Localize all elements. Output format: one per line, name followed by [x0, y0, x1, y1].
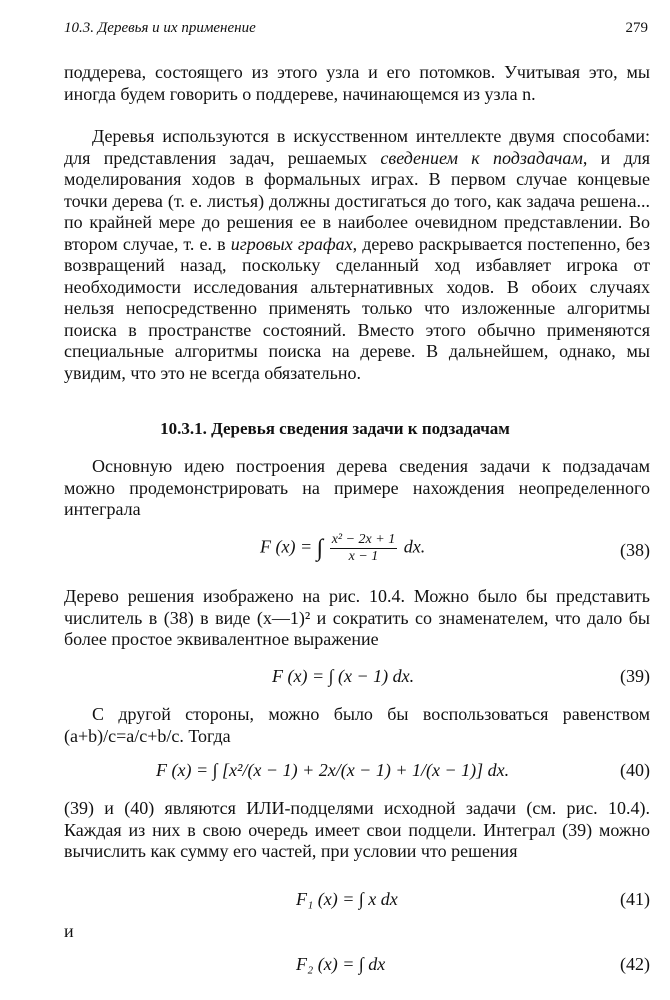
equation-39: [64, 664, 650, 704]
equation-42: [64, 952, 650, 992]
equation-38: [64, 528, 650, 568]
equation-38-math: [260, 532, 425, 565]
paragraph-6: (39) и (40) являются ИЛИ-подцелями исходной задачи (см. рис. 10.4). Каждая из них в свою очередь имеет свои подцели. Интеграл (39) можно вычислить как сумму его частей, при условии что решения: [64, 798, 650, 861]
equation-39-number: (39): [620, 666, 650, 686]
equation-41-math: F₁ (x) = ∫ x dx: [296, 889, 398, 909]
conjunction-and: и: [64, 921, 74, 941]
equation-40: [64, 758, 650, 798]
paragraph-4: Дерево решения изображено на рис. 10.4. Можно было бы представить числитель в (38) в виде (x—1)² и сократить со знаменателем, что дало бы более простое эквивалентное выражение: [64, 586, 650, 649]
equation-39-math: F (x) = ∫ (x − 1) dx.: [272, 666, 415, 686]
emphasis-reduction: сведением к подзадачам: [380, 147, 583, 168]
equation-42-number: (42): [620, 954, 650, 974]
eq38-denominator: x − 1: [348, 549, 379, 564]
paragraph-2: [64, 126, 650, 384]
emphasis-game-graphs: игровых графах: [230, 233, 353, 254]
integral-sign: ∫: [316, 535, 324, 562]
equation-41-number: (41): [620, 889, 650, 909]
paragraph-2-part-b: , и для моделирования ходов в формальных играх. В первом случае концевые точки дерева (т. е. листья) должны достигаться до того, как задача решена... по крайней мере до решения ее в наиболее очевидном представлении. Во втором случае, т. е. в: [64, 147, 651, 254]
eq38-numerator: x² − 2x + 1: [331, 532, 396, 547]
paragraph-2-part-c: , дерево раскрывается постепенно, без возвращений назад, поскольку сделанный ход избавляет игрока от необходимости исследования альтернативных ходов. В обоих случаях нельзя непосредственно применять только что изложенные алгоритмы поиска в пространстве состояний. Вместо этого обычно применяются специальные алгоритмы поиска на дереве. В дальнейшем, однако, мы увидим, что это не всегда обязательно.: [64, 233, 650, 383]
section-heading: 10.3.1. Деревья сведения задачи к подзадачам: [160, 419, 510, 438]
eq38-tail: dx.: [403, 536, 426, 557]
equation-41: [64, 887, 650, 927]
eq38-lhs: F (x) =: [260, 536, 313, 557]
equation-40-math: F (x) = ∫ [x²/(x − 1) + 2x/(x − 1) + 1/(x − 1)] dx.: [156, 760, 510, 780]
equation-42-math: F₂ (x) = ∫ dx: [296, 954, 386, 974]
paragraph-5: С другой стороны, можно было бы воспользоваться равенством (a+b)/c=a/c+b/c. Тогда: [64, 704, 650, 746]
equation-38-number: (38): [620, 540, 650, 560]
equation-40-number: (40): [620, 760, 650, 780]
paragraph-2-part-a: Деревья используются в искусственном интеллекте двумя способами: для представления задач, решаемых: [64, 126, 650, 168]
running-header: [64, 20, 648, 44]
page-number: 279: [625, 20, 648, 36]
eq38-fraction: [330, 532, 398, 565]
paragraph-1: поддерева, состоящего из этого узла и его потомков. Учитывая это, мы иногда будем говорить о поддереве, начинающемся из узла n.: [64, 62, 650, 104]
running-title: 10.3. Деревья и их применение: [64, 20, 256, 36]
paragraph-3: Основную идею построения дерева сведения задачи к подзадачам можно продемонстрировать на примере нахождения неопределенного интеграла: [64, 456, 650, 519]
